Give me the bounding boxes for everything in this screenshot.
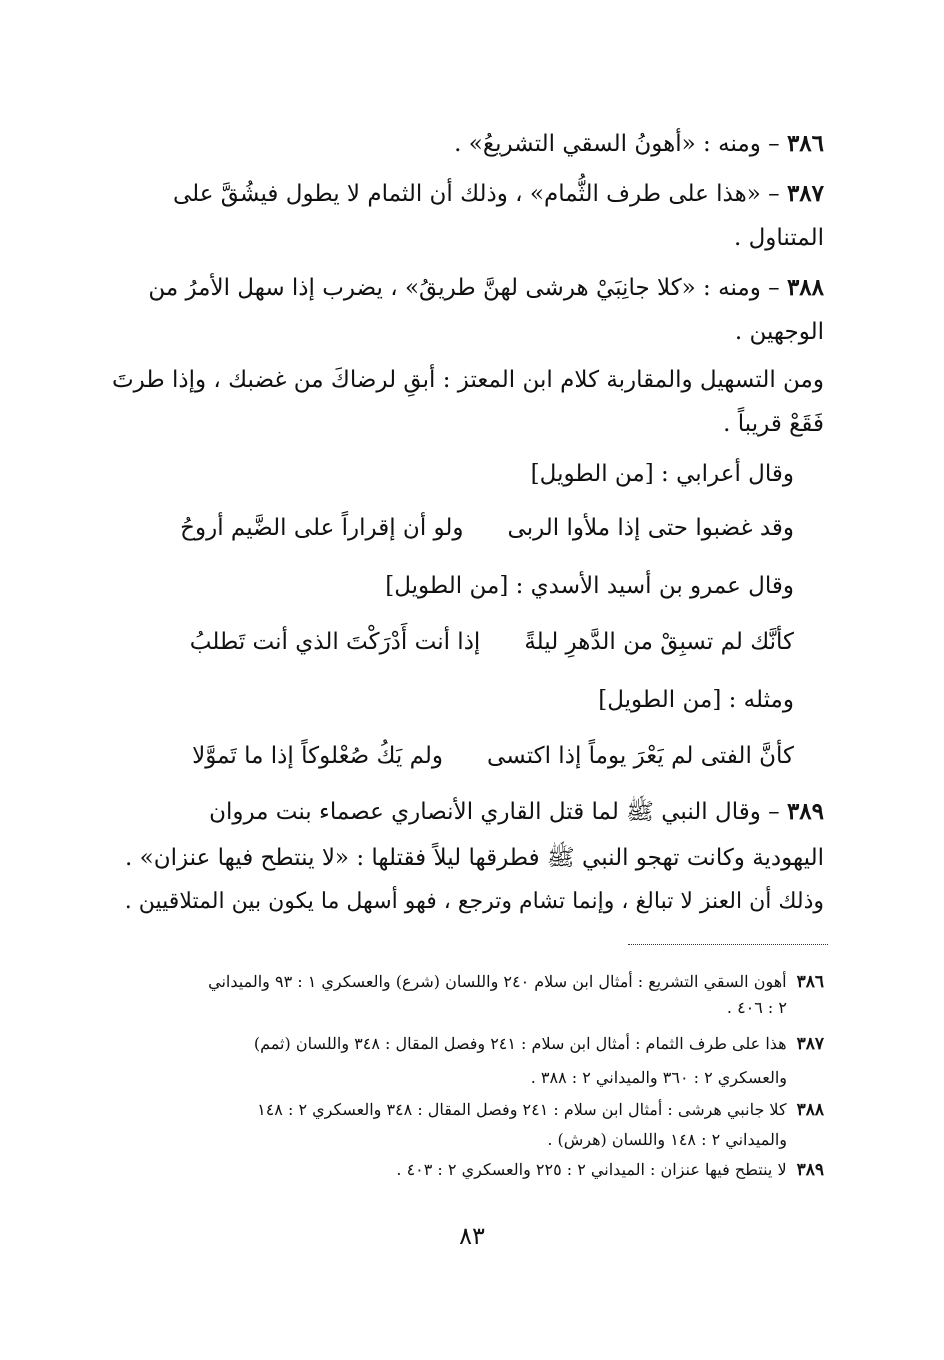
- paragraph-line: ومن التسهيل والمقاربة كلام ابن المعتز : أبقِ لرضاكَ من غضبك ، وإذا طرتَ: [112, 367, 824, 393]
- footnote-text: هذا على طرف الثمام : أمثال ابن سلام : ٢٤١ وفصل المقال : ٣٤٨ واللسان (ثمم): [253, 1034, 787, 1053]
- hemistich-second: ولو أن إقراراً على الضَّيم أروحُ: [180, 515, 464, 541]
- footnote-number: ٣٨٧: [796, 1034, 824, 1054]
- poem-verse: [192, 740, 794, 772]
- page-number: ٨٣: [459, 1222, 485, 1250]
- footnote-separator: [628, 944, 828, 945]
- entry-389-line3: وذلك أن العنز لا تبالغ ، وإنما تشام وترجع ، فهو أسهل ما يكون بين المتلاقيين .: [124, 889, 824, 914]
- poem-intro: وقال عمرو بن أسيد الأسدي : [من الطويل]: [385, 573, 794, 599]
- poem-verse: [190, 626, 794, 658]
- footnote-387-cont: والعسكري ٢ : ٣٦٠ والميداني ٢ : ٣٨٨ .: [530, 1068, 787, 1087]
- entry-388-continuation: الوجهين .: [734, 319, 824, 345]
- footnote-386-cont: ٢ : ٤٠٦ .: [726, 998, 787, 1017]
- entry-text: – ومنه : «أهونُ السقي التشريعُ» .: [454, 131, 787, 157]
- footnote-386: [208, 970, 824, 994]
- hemistich-first: كأنَّك لم تسبِقْ من الدَّهرِ ليلةً: [524, 629, 794, 655]
- hemistich-first: كأنَّ الفتى لم يَعْرَ يوماً إذا اكتسى: [487, 743, 794, 769]
- entry-387-continuation: المتناول .: [733, 225, 824, 251]
- footnote-389: [396, 1158, 824, 1182]
- footnote-388-cont: والميداني ٢ : ١٤٨ واللسان (هرش) .: [547, 1130, 787, 1149]
- entry-389-line2: اليهودية وكانت تهجو النبي ﷺ فطرقها ليلاً فقتلها : «لا ينتطح فيها عنزان» .: [125, 845, 824, 871]
- hemistich-second: إذا أنت أَدْرَكْتَ الذي أنت تَطلبُ: [189, 629, 481, 655]
- entry-387: [173, 178, 824, 210]
- footnote-388: [257, 1098, 824, 1122]
- entry-number: ٣٨٧: [786, 180, 824, 207]
- footnote-text: كلا جانبي هرشى : أمثال ابن سلام : ٢٤١ وفصل المقال : ٣٤٨ والعسكري ٢ : ١٤٨: [257, 1100, 787, 1119]
- hemistich-second: ولم يَكُ صُعْلوكاً إذا ما تَموَّلا: [192, 743, 444, 769]
- footnote-387: [254, 1032, 824, 1056]
- footnote-text: لا ينتطح فيها عنزان : الميداني ٢ : ٢٢٥ والعسكري ٢ : ٤٠٣ .: [396, 1160, 787, 1179]
- entry-number: ٣٨٩: [786, 798, 824, 825]
- poem-verse: [180, 512, 794, 544]
- entry-389: [209, 796, 824, 828]
- footnote-text: أهون السقي التشريع : أمثال ابن سلام ٢٤٠ واللسان (شرع) والعسكري ١ : ٩٣ والميداني: [208, 972, 787, 991]
- footnote-number: ٣٨٦: [796, 972, 824, 992]
- entry-number: ٣٨٦: [786, 130, 824, 157]
- poem-intro: ومثله : [من الطويل]: [598, 687, 794, 713]
- poem-intro: وقال أعرابي : [من الطويل]: [530, 461, 794, 487]
- entry-388: [148, 272, 824, 304]
- entry-number: ٣٨٨: [786, 274, 824, 301]
- paragraph-line: فَقَعْ قريباً .: [723, 411, 824, 437]
- footnote-number: ٣٨٩: [796, 1160, 824, 1180]
- hemistich-first: وقد غضبوا حتى إذا ملأوا الربى: [507, 515, 794, 541]
- footnote-number: ٣٨٨: [796, 1100, 824, 1120]
- entry-386: [454, 128, 824, 160]
- entry-text: – «هذا على طرف الثُّمام» ، وذلك أن الثمام لا يطول فيشُقَّ على: [172, 181, 787, 207]
- entry-text: – ومنه : «كلا جانِبَيْ هرشى لهنَّ طريقُ» ، يضرب إذا سهل الأمرُ من: [148, 275, 787, 301]
- entry-text: – وقال النبي ﷺ لما قتل القاري الأنصاري عصماء بنت مروان: [209, 799, 787, 825]
